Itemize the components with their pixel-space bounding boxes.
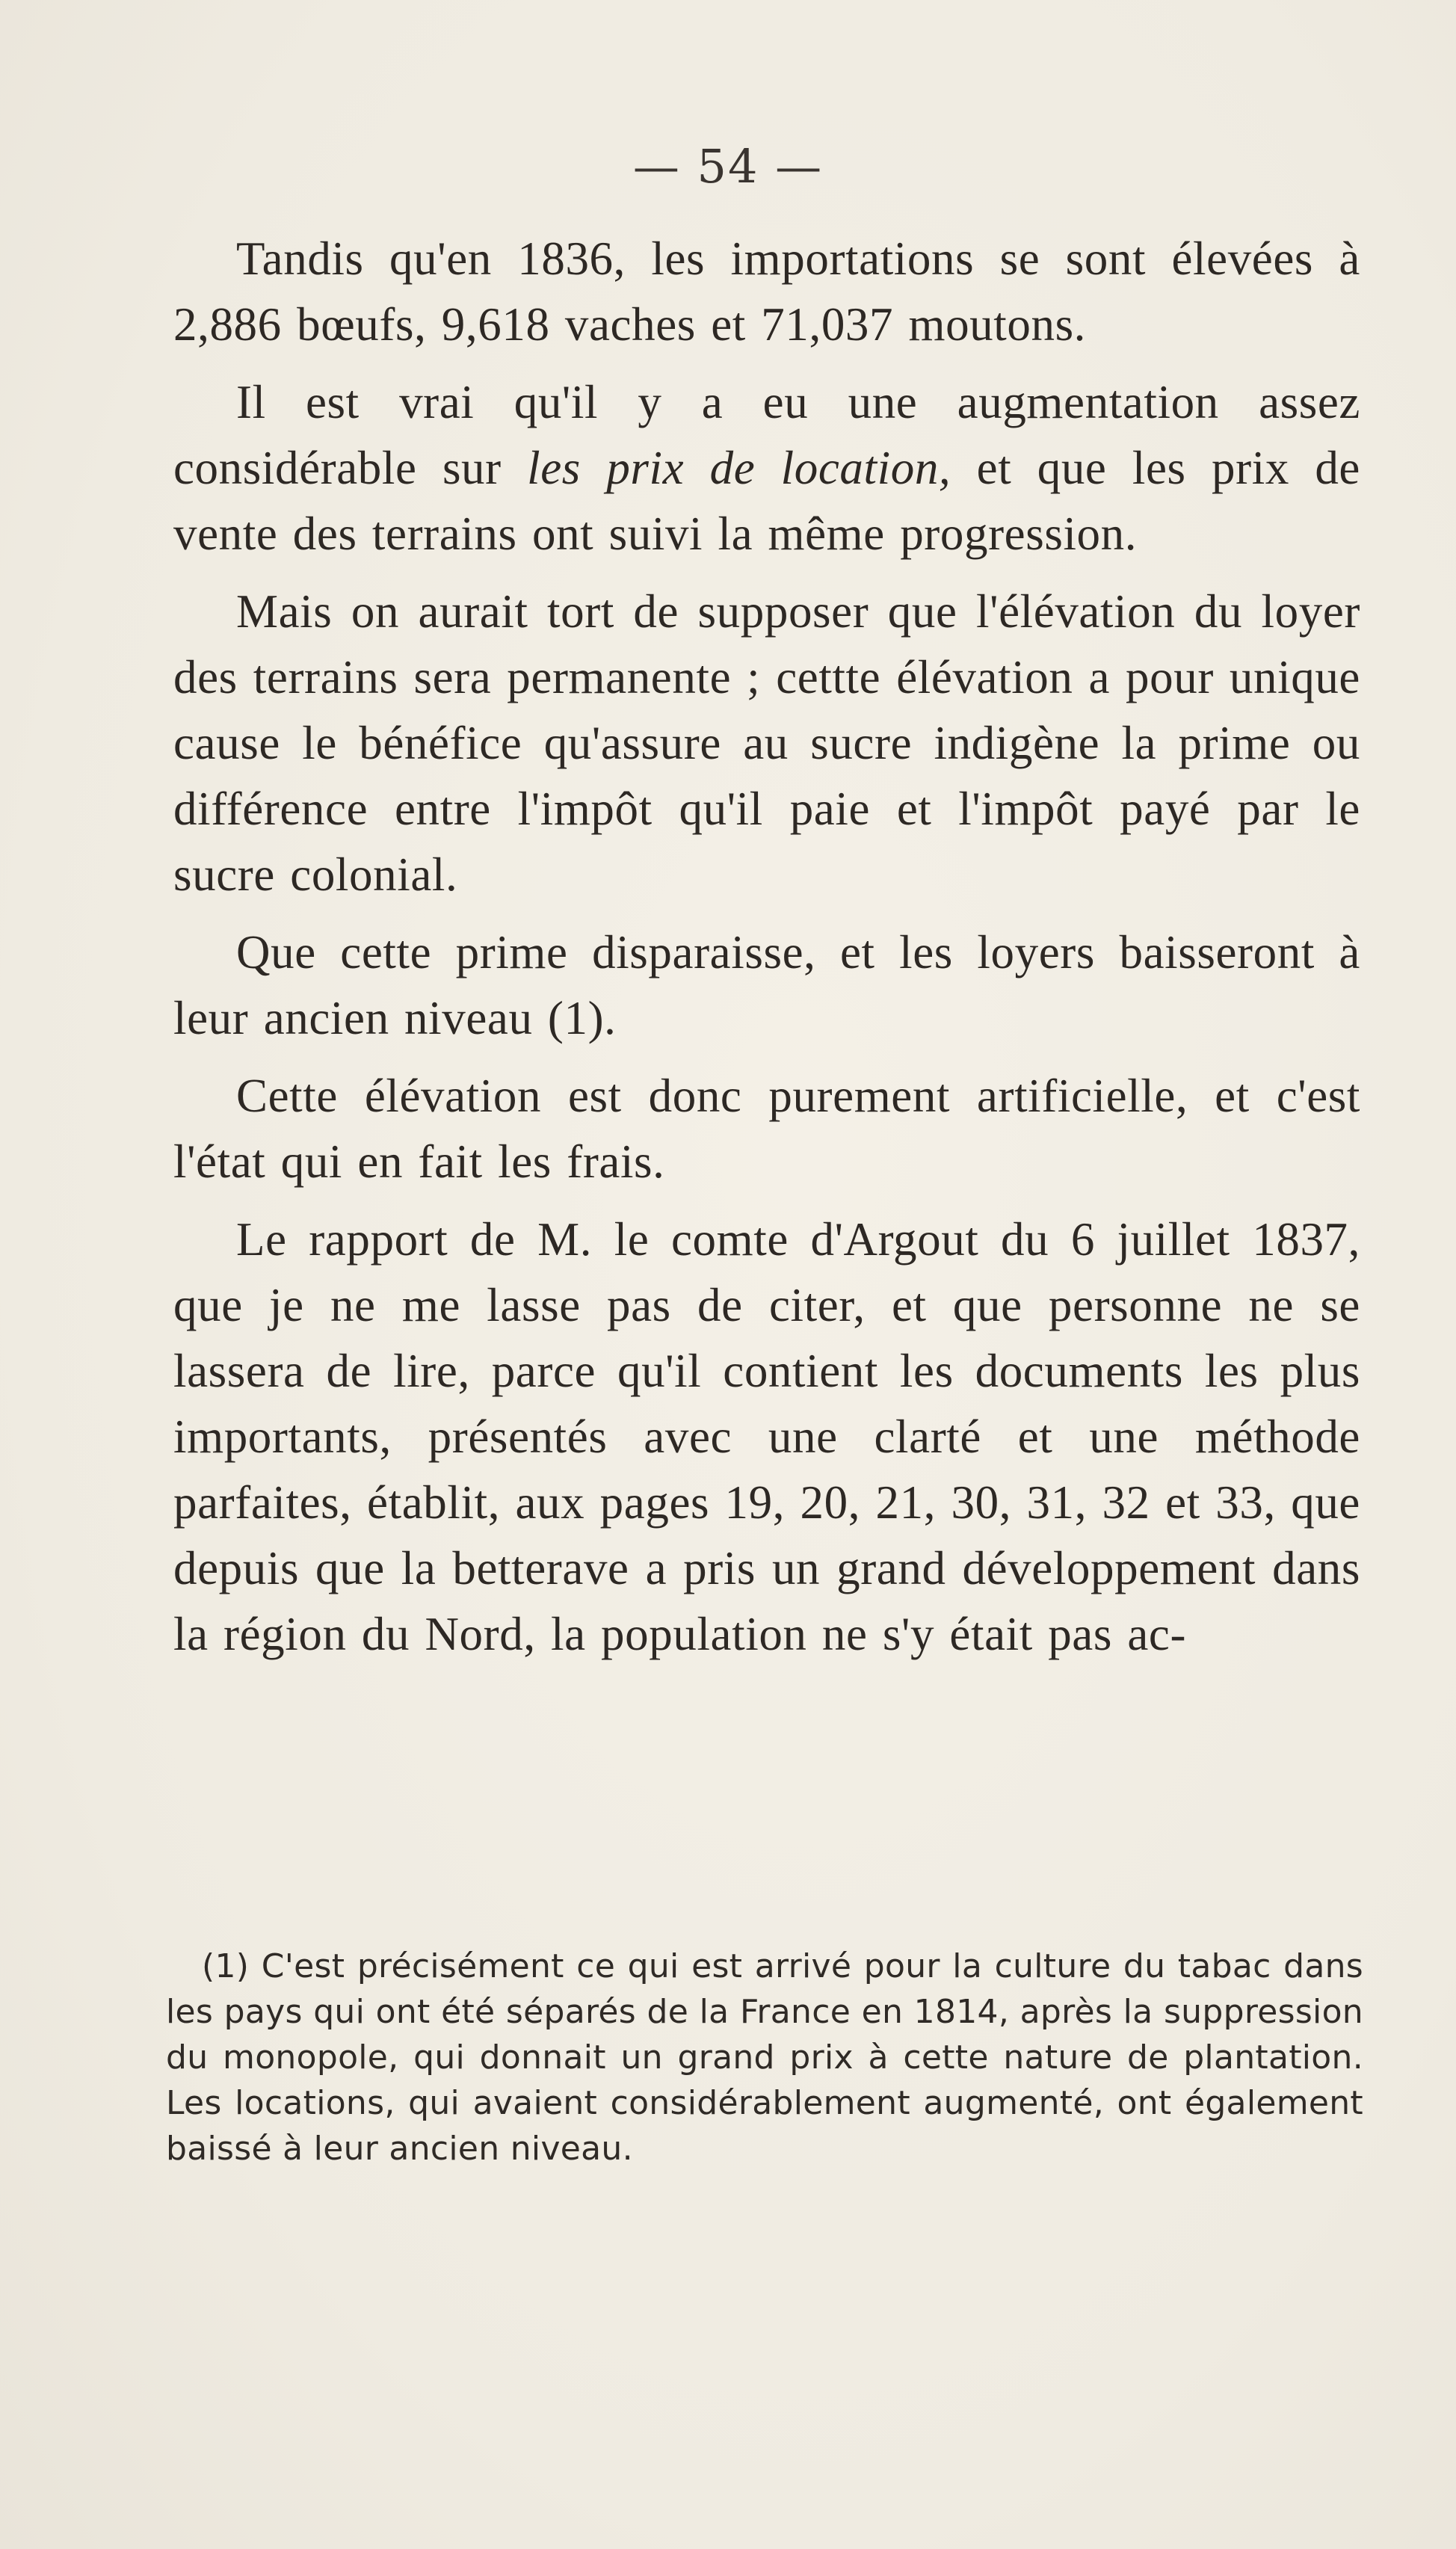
paragraph-2 bbox=[173, 369, 1360, 567]
paragraph-2-after: et que les prix de vente des terrains ont suivi la même progression. bbox=[173, 442, 1360, 560]
footnotes bbox=[166, 1944, 1363, 2172]
page-number: — 54 — bbox=[632, 139, 824, 194]
paragraph-4: Que cette prime disparaisse, et les loyers baisseront à leur ancien niveau (1). bbox=[173, 926, 1360, 1044]
footnote-1: (1) C'est précisément ce qui est arrivé pour la culture du tabac dans les pays qui ont été séparés de la France en 1814, après la suppression du monopole, qui donnait un grand prix à cette nature de plantation. Les locations, qui avaient considérablement augmenté, ont également baissé à leur ancien niveau. bbox=[166, 1947, 1363, 2168]
paragraph-6: Le rapport de M. le comte d'Argout du 6 juillet 1837, que je ne me lasse pas de citer, et que personne ne se lassera de lire, parce qu'il contient les documents les plus importants, présentés avec une clarté et une méthode parfaites, établit, aux pages 19, 20, 21, 30, 31, 32 et 33, que depuis que la betterave a pris un grand développement dans la région du Nord, la population ne s'y était pas ac- bbox=[173, 1213, 1360, 1660]
paragraph-2-italic: les prix de location, bbox=[527, 442, 951, 494]
body-text bbox=[173, 226, 1360, 1679]
paragraph-3: Mais on aurait tort de supposer que l'élévation du loyer des terrains sera permanente ; cettte élévation a pour unique cause le bénéfice qu'assure au sucre indigène la prime ou différence entre l'impôt qu'il paie et l'impôt payé par le sucre colonial. bbox=[173, 585, 1360, 901]
paragraph-5: Cette élévation est donc purement artificielle, et c'est l'état qui en fait les frais. bbox=[173, 1070, 1360, 1188]
paragraph-1: Tandis qu'en 1836, les importations se sont élevées à 2,886 bœufs, 9,618 vaches et 71,037 moutons. bbox=[173, 232, 1360, 351]
paragraph-2-before: Il est vrai qu'il y a eu une augmentation assez considérable sur bbox=[173, 376, 1360, 494]
